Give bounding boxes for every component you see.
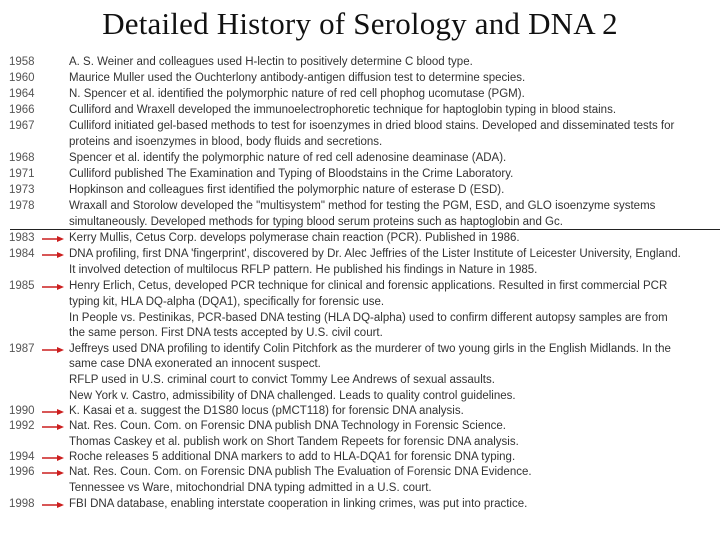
event-text: Nat. Res. Coun. Com. on Forensic DNA publish DNA Technology in Forensic Science. <box>69 420 506 432</box>
year-label: 1958 <box>9 56 35 68</box>
event-text: the same person. First DNA tests accepted by U.S. civil court. <box>69 327 383 339</box>
year-label: 1966 <box>9 104 35 116</box>
year-label: 1994 <box>9 451 35 463</box>
event-text: Culliford initiated gel-based methods to test for isoenzymes in dried blood stains. Developed and disseminated tests for <box>69 120 675 132</box>
event-text: In People vs. Pestinikas, PCR-based DNA testing (HLA DQ-alpha) used to confirm different autopsy samples are from <box>69 312 668 324</box>
event-text: Tennessee vs Ware, mitochondrial DNA typing admitted in a U.S. court. <box>69 482 432 494</box>
year-label: 1964 <box>9 88 35 100</box>
event-text: DNA profiling, first DNA 'fingerprint', discovered by Dr. Alec Jeffries of the Lister Institute of Leicester University, England. <box>69 248 681 260</box>
event-text: Hopkinson and colleagues first identified the polymorphic nature of esterase D (ESD). <box>69 184 505 196</box>
arrow-icon <box>42 424 64 430</box>
event-text: It involved detection of multilocus RFLP pattern. He published his findings in Nature in 1985. <box>69 264 538 276</box>
page-title: Detailed History of Serology and DNA 2 <box>102 6 618 41</box>
event-text: Roche releases 5 additional DNA markers to add to HLA-DQA1 for forensic DNA typing. <box>69 451 516 463</box>
year-label: 1978 <box>9 200 35 212</box>
arrow-icon <box>42 236 64 242</box>
year-label: 1968 <box>9 152 35 164</box>
year-label: 1998 <box>9 498 35 510</box>
year-label: 1985 <box>9 280 35 292</box>
event-text: typing kit, HLA DQ-alpha (DQA1), specifically for forensic use. <box>69 296 385 308</box>
year-label: 1996 <box>9 466 35 478</box>
event-text: same case DNA exonerated an innocent suspect. <box>69 358 321 370</box>
year-label: 1987 <box>9 343 35 355</box>
event-text: proteins and isoenzymes in blood, body fluids and secretions. <box>69 136 383 148</box>
year-label: 1960 <box>9 72 35 84</box>
arrow-icon <box>42 502 64 508</box>
arrow-icon <box>42 455 64 461</box>
year-label: 1971 <box>9 168 35 180</box>
event-text: Thomas Caskey et al. publish work on Short Tandem Repeets for forensic DNA analysis. <box>69 436 519 448</box>
event-text: A. S. Weiner and colleagues used H-lectin to positively determine C blood type. <box>69 56 473 68</box>
year-label: 1983 <box>9 232 35 244</box>
arrow-icon <box>42 284 64 290</box>
event-text: Culliford published The Examination and Typing of Bloodstains in the Crime Laboratory. <box>69 168 514 180</box>
year-label: 1973 <box>9 184 35 196</box>
event-text: Henry Erlich, Cetus, developed PCR technique for clinical and forensic applications. Resulted in first commercial PCR <box>69 280 668 292</box>
arrow-icon <box>42 470 64 476</box>
event-text: Nat. Res. Coun. Com. on Forensic DNA publish The Evaluation of Forensic DNA Evidence. <box>69 466 532 478</box>
event-text: Jeffreys used DNA profiling to identify Colin Pitchfork as the murderer of two young girls in the English Midlands. In the <box>69 343 671 355</box>
event-text: Spencer et al. identify the polymorphic nature of red cell adenosine deaminase (ADA). <box>69 152 507 164</box>
year-label: 1984 <box>9 248 35 260</box>
event-text: Wraxall and Storolow developed the "multisystem" method for testing the PGM, ESD, and GLO isoenzyme systems <box>69 200 656 212</box>
event-text: simultaneously. Developed methods for typing blood serum proteins such as haptoglobin and Gc. <box>69 216 563 228</box>
event-text: Kerry Mullis, Cetus Corp. develops polymerase chain reaction (PCR). Published in 1986. <box>69 232 520 244</box>
event-text: K. Kasai et a. suggest the D1S80 locus (pMCT118) for forensic DNA analysis. <box>69 405 464 417</box>
event-text: RFLP used in U.S. criminal court to convict Tommy Lee Andrews of sexual assaults. <box>69 374 495 386</box>
event-text: Maurice Muller used the Ouchterlony antibody-antigen diffusion test to determine species. <box>69 72 526 84</box>
arrow-icon <box>42 409 64 415</box>
event-text: New York v. Castro, admissibility of DNA challenged. Leads to quality control guidelines. <box>69 390 516 402</box>
event-text: N. Spencer et al. identified the polymorphic nature of red cell phophog ucomutase (PGM). <box>69 88 525 100</box>
event-text: FBI DNA database, enabling interstate cooperation in linking crimes, was put into practice. <box>69 498 528 510</box>
arrow-icon <box>42 252 64 258</box>
year-label: 1990 <box>9 405 35 417</box>
event-text: Culliford and Wraxell developed the immunoelectrophoretic technique for haptoglobin typing in blood stains. <box>69 104 617 116</box>
arrow-icon <box>42 347 64 353</box>
year-label: 1992 <box>9 420 35 432</box>
divider-line <box>10 229 720 230</box>
year-label: 1967 <box>9 120 35 132</box>
